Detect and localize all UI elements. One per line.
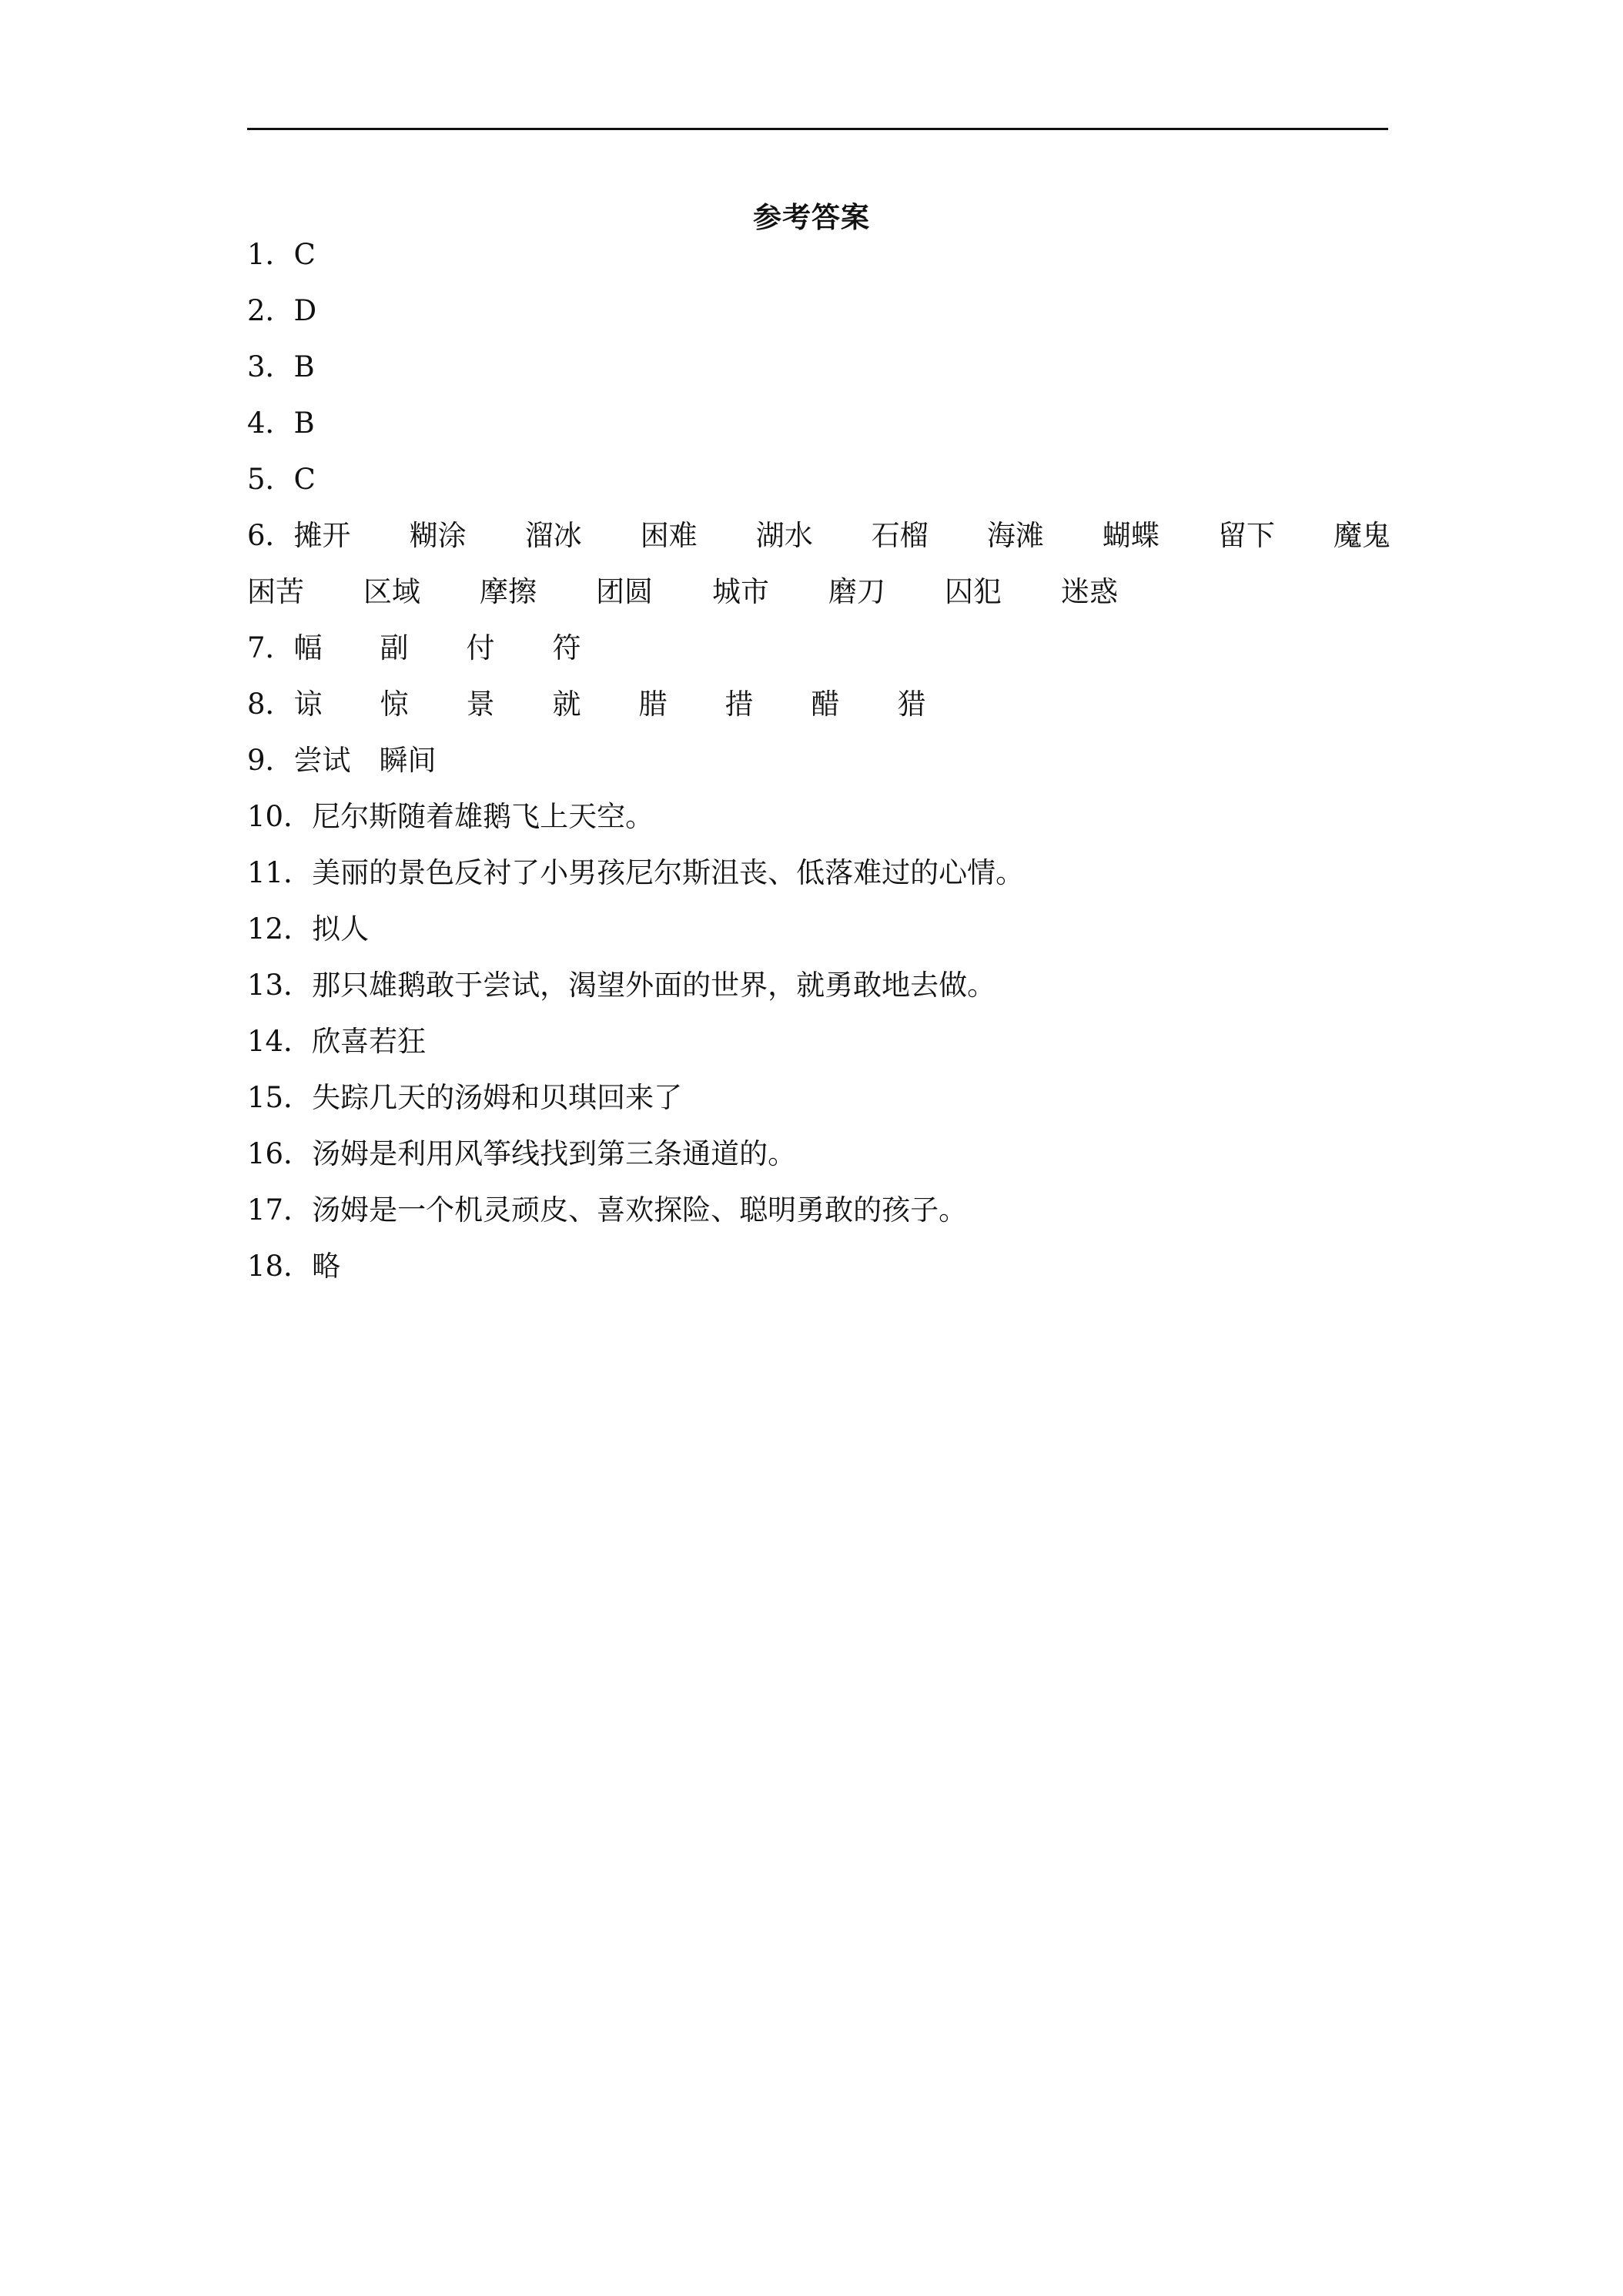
answer-number: 6． [247, 519, 294, 552]
answer-17 [247, 1189, 1390, 1245]
answer-text: B [293, 350, 315, 383]
word-item: 困苦 [247, 575, 304, 608]
page-title: 参考答案 [753, 200, 870, 234]
answer-number: 8． [247, 688, 294, 721]
answer-number: 18． [247, 1250, 313, 1283]
word-item: 幅 [293, 631, 323, 664]
word-item: 城市 [712, 575, 769, 608]
answer-number: 16． [247, 1137, 313, 1170]
answer-4 [247, 402, 1390, 458]
answer-number: 5． [247, 463, 294, 496]
word-item: 副 [380, 631, 409, 664]
answer-8 [247, 683, 1390, 739]
answer-7 [247, 627, 1390, 683]
word-item: 区域 [363, 575, 420, 608]
word-item: 猎 [897, 688, 926, 721]
answer-number: 4． [247, 407, 294, 440]
word-item: 措 [724, 688, 754, 721]
answer-text: D [293, 294, 317, 327]
answer-list [247, 233, 1390, 1301]
answer-text: 汤姆是一个机灵顽皮、喜欢探险、聪明勇敢的孩子。 [312, 1193, 968, 1227]
word-item: 囚犯 [945, 575, 1002, 608]
word-item: 魔鬼 [1333, 519, 1390, 552]
word-item: 糊涂 [409, 519, 467, 552]
answer-text: B [293, 407, 315, 440]
answer-text: C [293, 463, 316, 496]
answer-14 [247, 1020, 1390, 1076]
word-item: 留下 [1217, 519, 1275, 552]
answer-2 [247, 290, 1390, 346]
word-item: 符 [552, 631, 581, 664]
answer-text: 那只雄鹅敢于尝试，渴望外面的世界，就勇敢地去做。 [312, 969, 996, 1002]
answer-number: 2． [247, 294, 294, 327]
answer-18 [247, 1245, 1390, 1301]
answer-13 [247, 964, 1390, 1020]
answer-5 [247, 458, 1390, 514]
word-item: 付 [466, 631, 495, 664]
answer-number: 9． [247, 744, 294, 777]
word-item: 摩擦 [480, 575, 537, 608]
word-item: 就 [552, 688, 581, 721]
header-rule [247, 128, 1388, 130]
word-text: 摊开 [293, 519, 351, 552]
answer-number: 10． [247, 800, 313, 833]
word-item: 困难 [640, 519, 698, 552]
word-item [247, 514, 351, 557]
answer-number: 13． [247, 969, 313, 1002]
answer-15 [247, 1076, 1390, 1133]
answer-1 [247, 233, 1390, 290]
answer-10 [247, 795, 1390, 852]
word-item: 谅 [293, 688, 323, 721]
answer-text: 汤姆是利用风筝线找到第三条通道的。 [312, 1137, 797, 1170]
word-item: 磨刀 [828, 575, 885, 608]
answer-number: 3． [247, 350, 294, 383]
word-item: 湖水 [755, 519, 813, 552]
word-item: 瞬间 [379, 744, 437, 777]
answer-6-row-2 [247, 571, 1390, 627]
word-item: 惊 [380, 688, 409, 721]
word-item: 腊 [638, 688, 668, 721]
word-item: 尝试 [293, 744, 351, 777]
answer-number: 14． [247, 1025, 313, 1058]
answer-12 [247, 908, 1390, 964]
word-item: 海滩 [986, 519, 1044, 552]
word-item: 迷惑 [1061, 575, 1118, 608]
answer-16 [247, 1133, 1390, 1189]
answer-text: 略 [312, 1250, 341, 1283]
word-item: 景 [466, 688, 495, 721]
word-item: 溜冰 [524, 519, 582, 552]
answer-text: 欣喜若狂 [312, 1025, 427, 1058]
answer-number: 7． [247, 631, 294, 664]
answer-number: 15． [247, 1081, 313, 1114]
answer-text: 失踪几天的汤姆和贝琪回来了 [312, 1081, 683, 1114]
answer-number: 11． [247, 856, 313, 889]
answer-3 [247, 346, 1390, 402]
word-item: 醋 [811, 688, 840, 721]
word-item: 团圆 [596, 575, 653, 608]
answer-text: C [293, 238, 316, 271]
answer-number: 17． [247, 1193, 313, 1227]
answer-text: 尼尔斯随着雄鹅飞上天空。 [312, 800, 654, 833]
answer-text: 拟人 [312, 912, 370, 946]
answer-11 [247, 852, 1390, 908]
word-item: 石榴 [871, 519, 929, 552]
answer-9 [247, 739, 1390, 795]
answer-text: 美丽的景色反衬了小男孩尼尔斯沮丧、低落难过的心情。 [312, 856, 1025, 889]
answer-number: 12． [247, 912, 313, 946]
word-item: 蝴蝶 [1102, 519, 1160, 552]
answer-6-row-1 [247, 514, 1390, 571]
answer-number: 1． [247, 238, 294, 271]
